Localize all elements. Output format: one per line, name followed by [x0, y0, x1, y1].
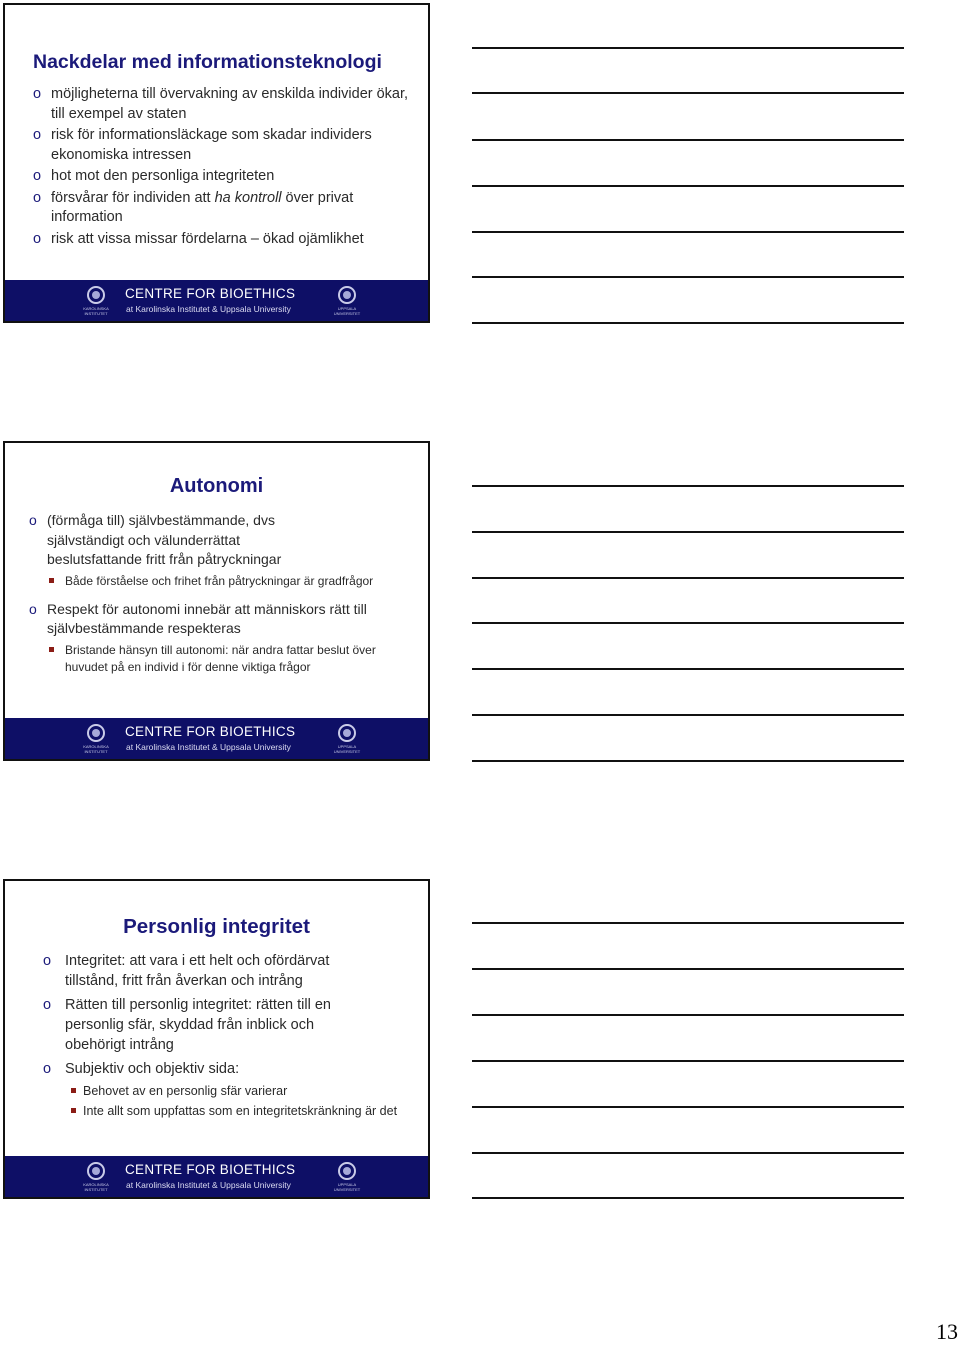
- bullet-marker: o: [33, 86, 42, 102]
- square-bullet-icon: [71, 1108, 76, 1113]
- brand-subline: at Karolinska Institutet & Uppsala University: [126, 742, 291, 752]
- bullet-text: Subjektiv och objektiv sida:: [65, 1061, 240, 1077]
- seal-caption: UPPSALA UNIVERSITET: [333, 306, 361, 316]
- notes-line: [472, 276, 904, 278]
- list-item: [29, 511, 419, 590]
- brand-subline: at Karolinska Institutet & Uppsala University: [126, 1180, 291, 1190]
- bullet-marker: o: [33, 189, 42, 206]
- notes-line: [472, 1060, 904, 1062]
- bullet-marker: o: [29, 600, 37, 617]
- notes-line: [472, 185, 904, 187]
- sub-list: [47, 573, 419, 590]
- sub-bullet-text: Inte allt som uppfattas som en integritetskränkning är det: [83, 1104, 398, 1118]
- notes-line: [472, 1197, 904, 1199]
- bullet-text: (förmåga till) självbestämmande, dvs självständigt och välunderrättat beslutsfattande fritt från påtryckningar: [47, 512, 282, 567]
- bullet-text: möjligheterna till övervakning av enskilda individer ökar, till exempel av staten: [51, 86, 409, 122]
- bullet-list: [29, 511, 419, 676]
- list-item: [43, 995, 383, 1055]
- sub-list: [47, 642, 419, 676]
- list-item: [33, 85, 418, 124]
- seal-caption: UPPSALA UNIVERSITET: [333, 744, 361, 754]
- notes-line: [472, 231, 904, 233]
- notes-line: [472, 1106, 904, 1108]
- list-item: [29, 600, 419, 676]
- bullet-text: risk att vissa missar fördelarna – ökad ojämlikhet: [51, 230, 364, 247]
- list-item: [43, 1059, 398, 1120]
- slide-title: Nackdelar med informationsteknologi: [33, 51, 382, 73]
- notes-line: [472, 485, 904, 487]
- notes-line: [472, 1014, 904, 1016]
- bullet-marker: o: [29, 512, 37, 528]
- slide-3: [3, 879, 430, 1199]
- slide-title: Personlig integritet: [123, 915, 310, 938]
- brand-name: CENTRE FOR BIOETHICS: [125, 724, 296, 739]
- sub-list-item: [65, 1103, 398, 1120]
- bullet-marker: o: [33, 230, 42, 247]
- uppsala-seal-icon: [338, 286, 356, 304]
- footer-banner: [5, 718, 428, 759]
- sub-list-item: [47, 642, 419, 676]
- seal-caption: KAROLINSKA INSTITUTET: [83, 744, 109, 754]
- notes-line: [472, 139, 904, 141]
- list-item: [33, 230, 418, 250]
- footer-banner: [5, 1156, 428, 1197]
- notes-line: [472, 622, 904, 624]
- karolinska-seal-icon: [87, 724, 105, 742]
- brand-name: CENTRE FOR BIOETHICS: [125, 286, 296, 301]
- slide-title: Autonomi: [169, 475, 264, 497]
- bullet-marker: o: [43, 953, 52, 969]
- seal-caption: UPPSALA UNIVERSITET: [333, 1182, 361, 1192]
- notes-line: [472, 47, 904, 49]
- bullet-text: Integritet: att vara i ett helt och ofördärvat tillstånd, fritt från åverkan och intrång: [65, 953, 330, 989]
- notes-line: [472, 922, 904, 924]
- bullet-list: [43, 951, 398, 1120]
- list-item: [43, 951, 383, 991]
- notes-line: [472, 1152, 904, 1154]
- list-item: [33, 126, 418, 165]
- sub-list-item: [47, 573, 419, 590]
- karolinska-seal-icon: [87, 1162, 105, 1180]
- notes-line: [472, 577, 904, 579]
- sub-list-item: [65, 1083, 383, 1100]
- list-item: [33, 167, 418, 187]
- notes-line: [472, 968, 904, 970]
- seal-caption: KAROLINSKA INSTITUTET: [83, 1182, 109, 1192]
- list-item: [33, 189, 418, 228]
- footer-banner: [5, 280, 428, 321]
- notes-line: [472, 322, 904, 324]
- karolinska-seal-icon: [87, 286, 105, 304]
- seal-caption: KAROLINSKA INSTITUTET: [83, 306, 109, 316]
- bullet-text-emphasis: ha kontroll: [214, 189, 282, 206]
- bullet-marker: o: [43, 997, 52, 1013]
- sub-bullet-text: Behovet av en personlig sfär varierar: [83, 1084, 288, 1098]
- square-bullet-icon: [71, 1088, 76, 1093]
- notes-line: [472, 668, 904, 670]
- sub-list: [65, 1083, 398, 1120]
- bullet-text-pre: försvårar för individen att: [51, 189, 215, 206]
- brand-subline: at Karolinska Institutet & Uppsala University: [126, 304, 291, 314]
- bullet-marker: o: [43, 1061, 52, 1077]
- notes-line: [472, 760, 904, 762]
- bullet-text: Respekt för autonomi innebär att människors rätt till självbestämmande respekteras: [47, 600, 367, 636]
- brand-name: CENTRE FOR BIOETHICS: [125, 1162, 296, 1177]
- sub-bullet-text: Både förståelse och frihet från påtryckningar är gradfrågor: [65, 573, 374, 588]
- page-number: 13: [936, 1319, 958, 1344]
- bullet-text-post: över privat information: [51, 189, 354, 225]
- sub-bullet-text: Bristande hänsyn till autonomi: när andra fattar beslut över huvudet på en individ i för denne viktiga frågor: [65, 642, 376, 674]
- uppsala-seal-icon: [338, 1162, 356, 1180]
- notes-line: [472, 714, 904, 716]
- notes-line: [472, 531, 904, 533]
- bullet-marker: o: [33, 127, 42, 143]
- square-bullet-icon: [49, 578, 54, 583]
- uppsala-seal-icon: [338, 724, 356, 742]
- bullet-text: risk för informationsläckage som skadar individers ekonomiska intressen: [51, 127, 372, 163]
- bullet-marker: o: [33, 168, 42, 184]
- slide-2: [3, 441, 430, 761]
- notes-line: [472, 92, 904, 94]
- square-bullet-icon: [49, 647, 54, 652]
- bullet-text: hot mot den personliga integriteten: [51, 168, 275, 184]
- bullet-text: Rätten till personlig integritet: rätten till en personlig sfär, skyddad från inblick och obehörigt intrång: [65, 997, 331, 1053]
- slide-1: [3, 3, 430, 323]
- bullet-list: [33, 85, 418, 251]
